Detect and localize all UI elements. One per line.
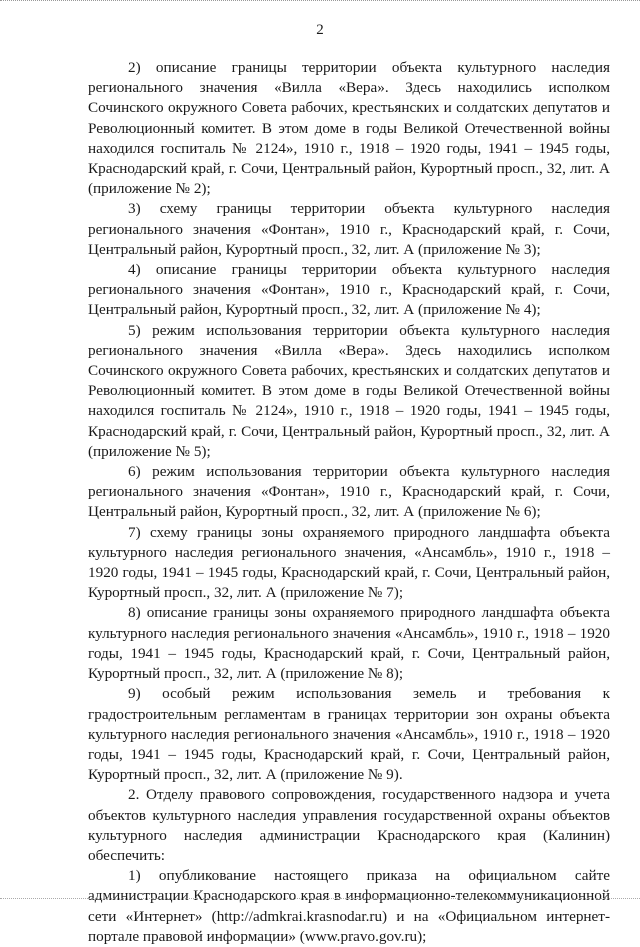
paragraph-item-4: 4) описание границы территории объекта культурного наследия регионального значения «Фонтан», 1910 г., Краснодарский край, г. Сочи, Центральный район, Курортный просп., 32, лит. А (приложение № 4); (88, 261, 610, 319)
paragraph-item-8: 8) описание границы зоны охраняемого природного ландшафта объекта культурного наследия регионального значения «Ансамбль», 1910 г., 1918 – 1920 годы, 1941 – 1945 годы, Краснодарский край, г. Сочи, Центральный район, Курортный просп., 32, лит. А (приложение № 8); (88, 604, 610, 683)
bottom-edge-divider (0, 896, 640, 899)
paragraph-section-2: 2. Отделу правового сопровождения, государственного надзора и учета объектов культурного наследия управления государственной охраны объектов культурного наследия администрации Краснодарского края (Калинин) обеспечить: (88, 786, 610, 864)
paragraph-item-2: 2) описание границы территории объекта культурного наследия регионального значения «Вилла «Вера». Здесь находились исполком Сочинского окружного Совета рабочих, крестьянских и солдатских депутатов и Революционный комитет. В этом доме в годы Великой Отечественной войны находился госпиталь № 2124», 1910 г., 1918 – 1920 годы, 1941 – 1945 годы, Краснодарский край, г. Сочи, Центральный район, Курортный просп., 32, лит. А (приложение № 2); (88, 59, 610, 198)
paragraph-item-9: 9) особый режим использования земель и требования к градостроительным регламентам в границах территории зон охраны объекта культурного наследия регионального значения «Ансамбль», 1910 г., 1918 – 1920 годы, 1941 – 1945 годы, Краснодарский край, г. Сочи, Центральный район, Курортный просп., 32, лит. А (приложение № 9). (88, 685, 610, 784)
top-edge-divider (0, 0, 640, 4)
page-number: 2 (316, 22, 324, 38)
paragraph-publication: 1) опубликование настоящего приказа на официальном сайте администрации Краснодарского края в информационно-телекоммуникационной сети «Интернет» (http://admkrai.krasnodar.ru) и на «Официальном интернет-портале правовой информации» (www.pravo.gov.ru); (88, 867, 610, 945)
paragraph-item-3: 3) схему границы территории объекта культурного наследия регионального значения «Фонтан», 1910 г., Краснодарский край, г. Сочи, Центральный район, Курортный просп., 32, лит. А (приложение № 3); (88, 200, 610, 258)
paragraph-item-7: 7) схему границы зоны охраняемого природного ландшафта объекта культурного наследия регионального значения, «Ансамбль», 1910 г., 1918 – 1920 годы, 1941 – 1945 годы, Краснодарский край, г. Сочи, Центральный район, Курортный просп., 32, лит. А (приложение № 7); (88, 523, 610, 602)
paragraph-item-6: 6) режим использования территории объекта культурного наследия регионального значения «Фонтан», 1910 г., Краснодарский край, г. Сочи, Центральный район, Курортный просп., 32, лит. А (приложение № 6); (88, 463, 610, 521)
document-body (88, 58, 610, 947)
paragraph-item-5: 5) режим использования территории объекта культурного наследия регионального значения «Вилла «Вера». Здесь находились исполком Сочинского окружного Совета рабочих, крестьянских и солдатских депутатов и Революционный комитет. В этом доме в годы Великой Отечественной войны находился госпиталь № 2124», 1910 г., 1918 – 1920 годы, 1941 – 1945 годы, Краснодарский край, г. Сочи, Центральный район, Курортный просп., 32, лит. А (приложение № 5); (88, 321, 610, 460)
